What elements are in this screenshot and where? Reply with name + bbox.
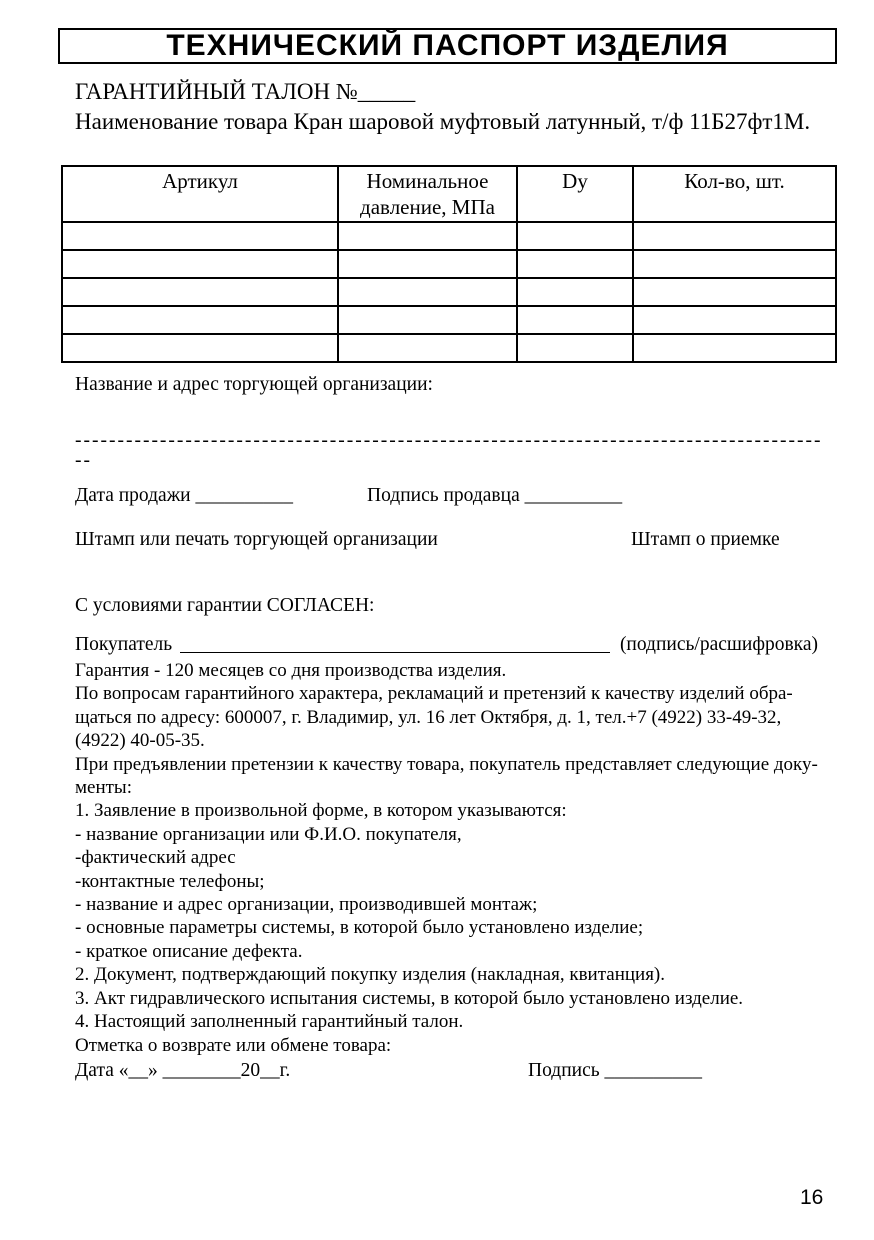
page-title: ТЕХНИЧЕСКИЙ ПАСПОРТ ИЗДЕЛИЯ — [166, 29, 729, 62]
title-box — [58, 28, 837, 64]
table-cell-empty — [338, 278, 517, 306]
table-row — [62, 278, 836, 306]
col-header-articul: Артикул — [62, 166, 338, 222]
terms-line: -фактический адрес — [75, 847, 236, 869]
table-cell-empty — [62, 222, 338, 250]
table-cell-empty — [633, 250, 836, 278]
fill-line: ---------------------------------------------------------------------------------------- — [75, 430, 823, 451]
terms-line: 4. Настоящий заполненный гарантийный талон. — [75, 1011, 464, 1033]
table-cell-empty — [338, 334, 517, 362]
table-row — [62, 222, 836, 250]
return-date-label: Дата «__» ________20__г. — [75, 1060, 291, 1081]
table-cell-empty — [517, 306, 633, 334]
buyer-label: Покупатель — [75, 634, 173, 655]
terms-line: По вопросам гарантийного характера, рекламаций и претензий к качеству изделий обра- — [75, 683, 793, 705]
return-signature-label: Подпись __________ — [528, 1060, 702, 1081]
table-cell-empty — [338, 250, 517, 278]
buyer-signature-row — [75, 633, 818, 656]
table-cell-empty — [62, 306, 338, 334]
sale-date-label: Дата продажи __________ — [75, 485, 293, 506]
terms-line: 3. Акт гидравлического испытания системы, в которой было установлено изделие. — [75, 987, 744, 1009]
terms-line: (4922) 40-05-35. — [75, 730, 205, 752]
seller-org-label: Название и адрес торгующей организации: — [75, 374, 433, 395]
table-cell-empty — [517, 278, 633, 306]
product-name-line: Наименование товара Кран шаровой муфтовый латунный, т/ф 11Б27фт1М. — [75, 109, 811, 134]
terms-line: Гарантия - 120 месяцев со дня производства изделия. — [75, 660, 507, 681]
table-cell-empty — [633, 278, 836, 306]
terms-line: -контактные телефоны; — [75, 870, 265, 892]
table-cell-empty — [633, 306, 836, 334]
table-cell-empty — [62, 250, 338, 278]
table-cell-empty — [338, 222, 517, 250]
terms-line: - краткое описание дефекта. — [75, 940, 303, 962]
table-cell-empty — [633, 334, 836, 362]
seller-signature-label: Подпись продавца __________ — [367, 485, 623, 506]
seller-stamp-label: Штамп или печать торгующей организации — [75, 529, 438, 550]
col-header-dy: Dy — [517, 166, 633, 222]
terms-line: - название и адрес организации, производившей монтаж; — [75, 894, 538, 916]
buyer-sign-hint: (подпись/расшифровка) — [619, 634, 818, 655]
table-row — [62, 306, 836, 334]
table-cell-empty — [62, 278, 338, 306]
spec-table-body — [62, 222, 836, 362]
terms-line: Отметка о возврате или обмене товара: — [75, 1034, 392, 1056]
table-header-row — [62, 166, 836, 222]
terms-line: 1. Заявление в произвольной форме, в котором указываются: — [75, 800, 567, 822]
table-row — [62, 250, 836, 278]
terms-line: 2. Документ, подтверждающий покупку изделия (накладная, квитанция). — [75, 964, 666, 986]
table-row — [62, 334, 836, 362]
warranty-terms — [75, 659, 855, 1057]
table-cell-empty — [633, 222, 836, 250]
col-header-quantity: Кол-во, шт. — [633, 166, 836, 222]
spec-table — [61, 165, 837, 363]
terms-line: менты: — [75, 777, 132, 799]
table-cell-empty — [62, 334, 338, 362]
table-cell-empty — [517, 222, 633, 250]
acceptance-stamp-label: Штамп о приемке — [631, 529, 780, 550]
table-cell-empty — [338, 306, 517, 334]
table-cell-empty — [517, 250, 633, 278]
terms-line: щаться по адресу: 600007, г. Владимир, ул. 16 лет Октября, д. 1, тел.+7 (4922) 33-49-32, — [75, 706, 782, 728]
col-header-pressure: Номинальное давление, МПа — [338, 166, 517, 222]
terms-line: - название организации или Ф.И.О. покупателя, — [75, 823, 462, 845]
fill-line-tail: -- — [75, 450, 92, 471]
page-number: 16 — [800, 1186, 824, 1209]
agreement-label: С условиями гарантии СОГЛАСЕН: — [75, 595, 375, 616]
warranty-card-title: ГАРАНТИЙНЫЙ ТАЛОН №_____ — [75, 79, 416, 104]
terms-line: При предъявлении претензии к качеству товара, покупатель представляет следующие доку- — [75, 753, 818, 775]
buyer-signature-line — [180, 634, 610, 653]
terms-line: - основные параметры системы, в которой было установлено изделие; — [75, 917, 644, 939]
table-cell-empty — [517, 334, 633, 362]
